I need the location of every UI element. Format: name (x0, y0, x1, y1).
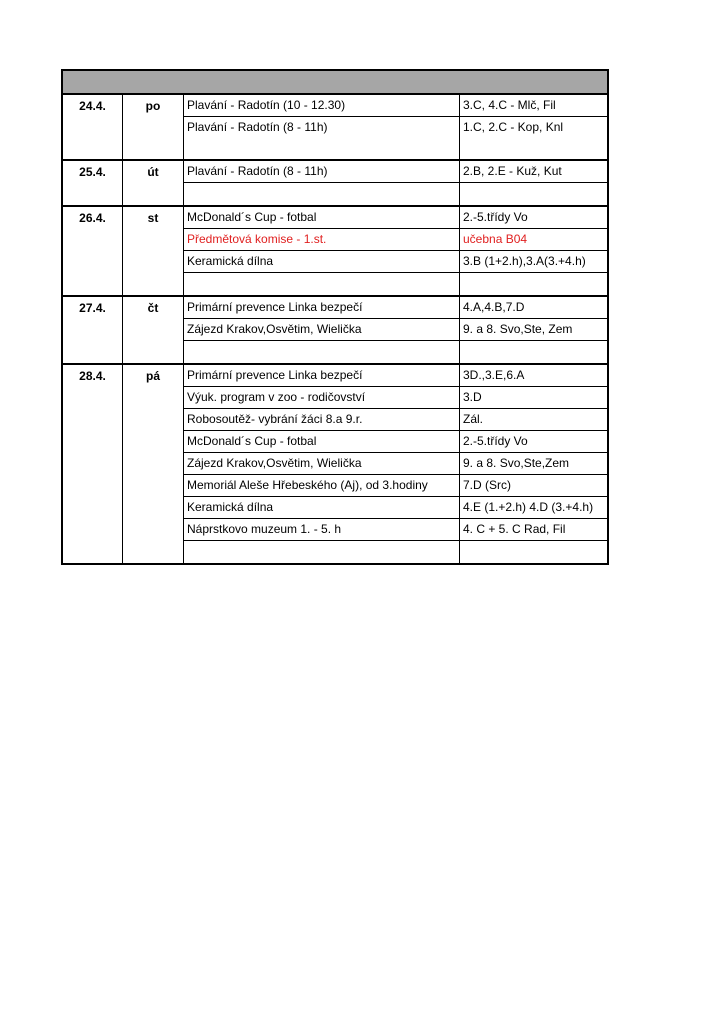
activity-cell: Plavání - Radotín (8 - 11h) (184, 161, 460, 182)
classes-cell: 2.-5.třídy Vo (463, 210, 528, 224)
table-row (184, 365, 607, 387)
table-row (184, 161, 607, 183)
table-row (184, 341, 607, 363)
date-cell: 28.4. (63, 365, 123, 563)
table-row (184, 319, 607, 341)
activity-cell: Primární prevence Linka bezpečí (184, 365, 460, 386)
classes-cell (460, 273, 607, 295)
activity-cell (184, 273, 460, 295)
table-row (184, 453, 607, 475)
activity-cell: Keramická dílna (184, 251, 460, 272)
classes-cell: 9. a 8. Svo,Ste, Zem (463, 322, 573, 336)
table-row (184, 497, 607, 519)
classes-cell: 9. a 8. Svo,Ste,Zem (463, 456, 570, 470)
classes-cell: 3.C, 4.C - Mlč, Fil (463, 98, 556, 112)
activity-cell (184, 183, 460, 205)
day-group (63, 365, 607, 563)
table-row (184, 541, 607, 563)
classes-cell: 3D.,3.E,6.A (463, 368, 525, 382)
activity-rows (184, 161, 607, 205)
classes-cell: Zál. (463, 412, 484, 426)
activity-cell: McDonald´s Cup - fotbal (184, 431, 460, 452)
classes-cell: 1.C, 2.C - Kop, Knl (463, 120, 564, 134)
weekday-cell: čt (123, 297, 184, 363)
activity-cell: Předmětová komise - 1.st. (184, 229, 460, 250)
date-cell: 26.4. (63, 207, 123, 295)
classes-cell: 3.B (1+2.h),3.A(3.+4.h) (463, 254, 586, 268)
activity-cell (184, 341, 460, 363)
table-row (184, 297, 607, 319)
weekday-cell: út (123, 161, 184, 205)
schedule-table (61, 69, 609, 565)
activity-cell (184, 541, 460, 563)
date-cell: 27.4. (63, 297, 123, 363)
table-row (184, 251, 607, 273)
table-row (184, 387, 607, 409)
classes-cell: 3.D (463, 390, 482, 404)
weekday-cell: pá (123, 365, 184, 563)
activity-rows (184, 207, 607, 295)
activity-cell: Výuk. program v zoo - rodičovství (184, 387, 460, 408)
classes-cell: 2.B, 2.E - Kuž, Kut (463, 164, 562, 178)
activity-rows (184, 297, 607, 363)
activity-cell: Keramická dílna (184, 497, 460, 518)
activity-cell: Plavání - Radotín (8 - 11h) (184, 117, 460, 159)
activity-cell: Zájezd Krakov,Osvětim, Wielička (184, 453, 460, 474)
activity-rows (184, 95, 607, 159)
classes-cell: 7.D (Src) (463, 478, 511, 492)
classes-cell (460, 183, 607, 205)
classes-cell: 4.E (1.+2.h) 4.D (3.+4.h) (463, 500, 594, 514)
table-row (184, 183, 607, 205)
table-row (184, 117, 607, 159)
activity-cell: McDonald´s Cup - fotbal (184, 207, 460, 228)
classes-cell (460, 341, 607, 363)
day-group (63, 207, 607, 297)
table-row (184, 207, 607, 229)
day-group (63, 297, 607, 365)
day-group (63, 161, 607, 207)
classes-cell: 4.A,4.B,7.D (463, 300, 525, 314)
date-cell: 24.4. (63, 95, 123, 159)
table-row (184, 229, 607, 251)
table-row (184, 519, 607, 541)
classes-cell: 2.-5.třídy Vo (463, 434, 528, 448)
activity-cell: Zájezd Krakov,Osvětim, Wielička (184, 319, 460, 340)
activity-cell: Náprstkovo muzeum 1. - 5. h (184, 519, 460, 540)
activity-rows (184, 365, 607, 563)
activity-cell: Plavání - Radotín (10 - 12.30) (184, 95, 460, 116)
table-row (184, 273, 607, 295)
classes-cell: 4. C + 5. C Rad, Fil (463, 522, 566, 536)
table-row (184, 431, 607, 453)
weekday-cell: po (123, 95, 184, 159)
table-header-bar (63, 71, 607, 95)
table-row (184, 95, 607, 117)
date-cell: 25.4. (63, 161, 123, 205)
activity-cell: Robosoutěž- vybrání žáci 8.a 9.r. (184, 409, 460, 430)
table-row (184, 475, 607, 497)
classes-cell: učebna B04 (463, 232, 528, 246)
weekday-cell: st (123, 207, 184, 295)
activity-cell: Memoriál Aleše Hřebeského (Aj), od 3.hodiny (184, 475, 460, 496)
schedule-body (63, 95, 607, 563)
table-row (184, 409, 607, 431)
day-group (63, 95, 607, 161)
classes-cell (460, 541, 607, 563)
activity-cell: Primární prevence Linka bezpečí (184, 297, 460, 318)
